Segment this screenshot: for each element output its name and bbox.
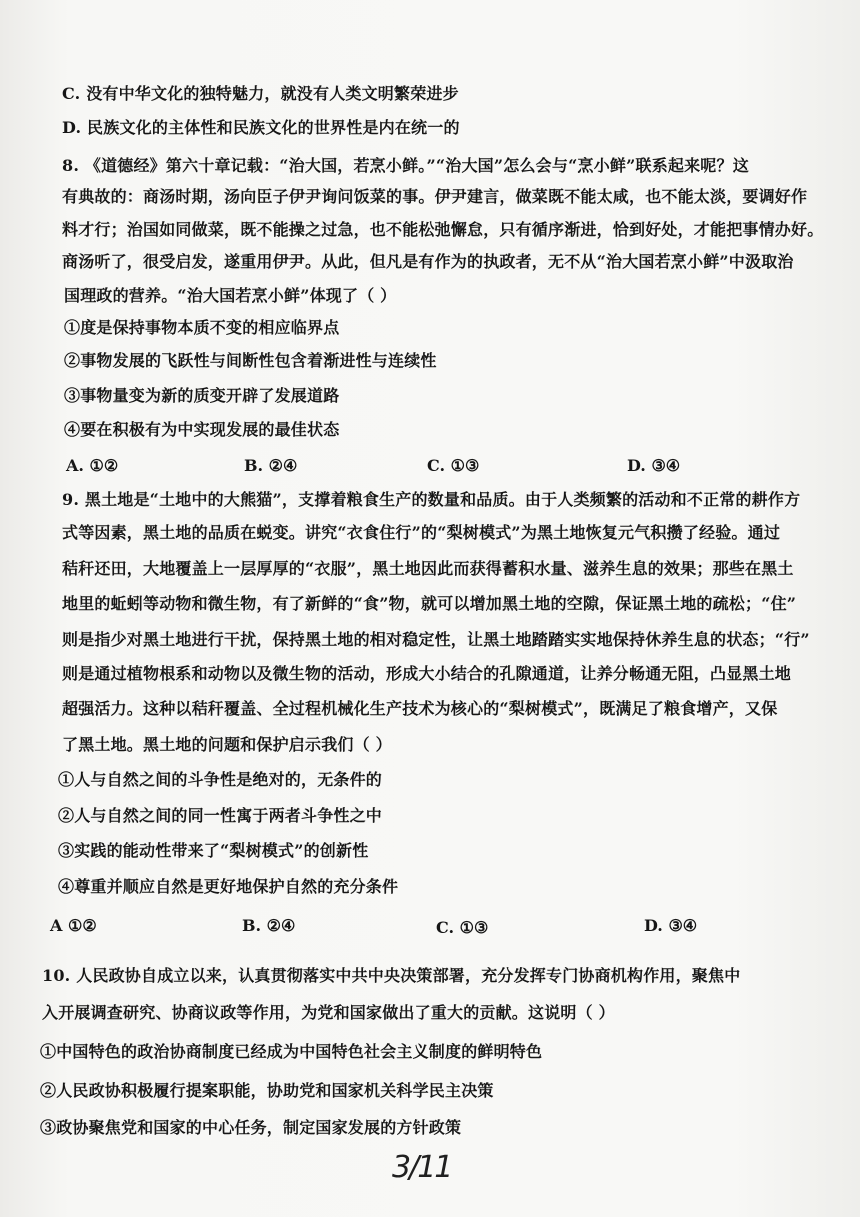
- q8-option-b: B. ②④: [244, 456, 298, 475]
- q10-stem-line-1: 10. 人民政协自成立以来，认真贯彻落实中共中央决策部署，充分发挥专门协商机构作用，聚焦中: [42, 966, 741, 985]
- q9-item-3: ③实践的能动性带来了“梨树模式”的创新性: [58, 841, 369, 860]
- q8-stem-line-1: 8. 《道德经》第六十章记载：“治大国，若烹小鲜。”“治大国”怎么会与“烹小鲜”联系起来呢？这: [62, 156, 749, 175]
- q9-item-1: ①人与自然之间的斗争性是绝对的，无条件的: [58, 770, 383, 789]
- q10-item-3: ③政协聚焦党和国家的中心任务，制定国家发展的方针政策: [40, 1118, 462, 1137]
- q9-item-2: ②人与自然之间的同一性寓于两者斗争性之中: [58, 806, 383, 825]
- q8-option-d: D. ③④: [627, 456, 681, 475]
- q9-option-a: A ①②: [50, 916, 97, 935]
- q8-stem-line-4: 商汤听了，很受启发，遂重用伊尹。从此，但凡是有作为的执政者，无不从“治大国若烹小鲜”中汲取治: [62, 252, 794, 271]
- page-number: 3/11: [392, 1150, 452, 1185]
- q9-stem-line-3: 秸秆还田，大地覆盖上一层厚厚的“衣服”，黑土地因此而获得蓄积水量、滋养生息的效果；那些在黑土: [62, 559, 794, 578]
- q8-stem-line-2: 有典故的：商汤时期，汤向臣子伊尹询问饭菜的事。伊尹建言，做菜既不能太咸，也不能太淡，要调好作: [62, 187, 808, 206]
- q10-item-2: ②人民政协积极履行提案职能，协助党和国家机关科学民主决策: [40, 1081, 494, 1100]
- q8-item-2: ②事物发展的飞跃性与间断性包含着渐进性与连续性: [64, 351, 437, 370]
- q10-item-1: ①中国特色的政治协商制度已经成为中国特色社会主义制度的鲜明特色: [40, 1042, 543, 1061]
- q9-stem-line-5: 则是指少对黑土地进行干扰，保持黑土地的相对稳定性，让黑土地踏踏实实地保持休养生息的状态；“行”: [62, 630, 810, 649]
- q8-stem-line-3: 料才行；治国如同做菜，既不能操之过急，也不能松弛懈怠，只有循序渐进，恰到好处，才能把事情办好。: [62, 220, 824, 239]
- q10-stem-line-2: 入开展调查研究、协商议政等作用，为党和国家做出了重大的贡献。这说明（ ）: [42, 1003, 615, 1022]
- q8-item-4: ④要在积极有为中实现发展的最佳状态: [64, 420, 340, 439]
- q7-option-d: D. 民族文化的主体性和民族文化的世界性是内在统一的: [62, 118, 460, 137]
- q8-stem-line-5: 国理政的营养。“治大国若烹小鲜”体现了（ ）: [64, 286, 397, 305]
- q8-item-1: ①度是保持事物本质不变的相应临界点: [64, 318, 340, 337]
- q9-stem-line-4: 地里的蚯蚓等动物和微生物，有了新鲜的“食”物，就可以增加黑土地的空隙，保证黑土地的疏松；“住”: [62, 594, 797, 613]
- q8-option-a: A. ①②: [66, 456, 119, 475]
- q9-item-4: ④尊重并顺应自然是更好地保护自然的充分条件: [58, 877, 399, 896]
- q8-option-c: C. ①③: [427, 456, 480, 475]
- q9-stem-line-8: 了黑土地。黑土地的问题和保护启示我们（ ）: [62, 735, 392, 754]
- q9-option-c: C. ①③: [436, 918, 489, 937]
- q9-stem-line-2: 式等因素，黑土地的品质在蜕变。讲究“衣食住行”的“梨树模式”为黑土地恢复元气积攒了经验。通过: [62, 523, 781, 542]
- q9-option-b: B. ②④: [242, 916, 296, 935]
- q9-stem-line-1: 9. 黑土地是“土地中的大熊猫”，支撑着粮食生产的数量和品质。由于人类频繁的活动和不正常的耕作方: [62, 490, 801, 509]
- q9-option-d: D. ③④: [644, 916, 698, 935]
- q9-stem-line-7: 超强活力。这种以秸秆覆盖、全过程机械化生产技术为核心的“梨树模式”，既满足了粮食增产，又保: [62, 699, 778, 718]
- q9-stem-line-6: 则是通过植物根系和动物以及微生物的活动，形成大小结合的孔隙通道，让养分畅通无阻，凸显黑土地: [62, 664, 792, 683]
- q7-option-c: C. 没有中华文化的独特魅力，就没有人类文明繁荣进步: [62, 84, 459, 103]
- q8-item-3: ③事物量变为新的质变开辟了发展道路: [64, 386, 340, 405]
